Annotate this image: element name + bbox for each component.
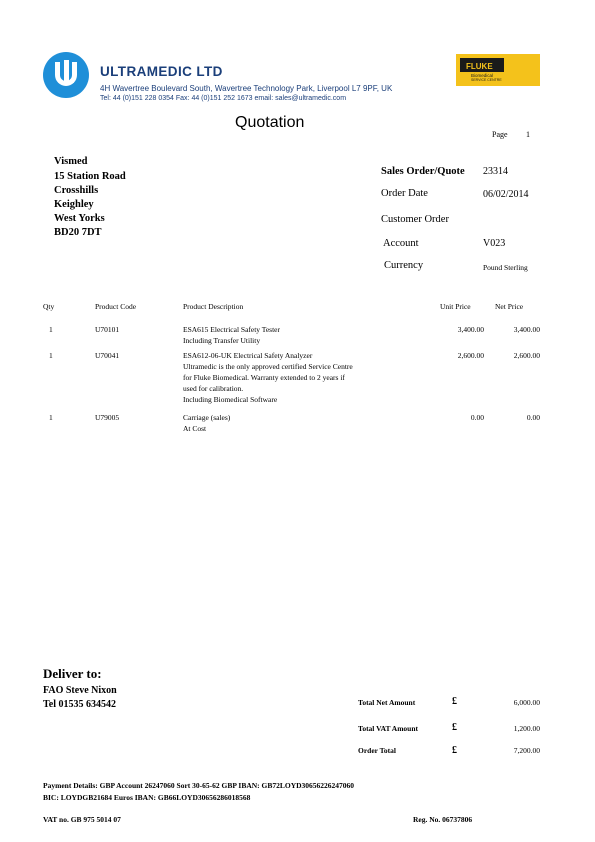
customer-line: Vismed (54, 156, 88, 167)
total-vat-label: Total VAT Amount (358, 724, 419, 733)
company-contact: Tel: 44 (0)151 228 0354 Fax: 44 (0)151 252 1673 email: sales@ultramedic.com (100, 95, 347, 102)
sales-order-label: Sales Order/Quote (381, 166, 465, 177)
currency-label: Currency (384, 260, 424, 271)
vat-number: VAT no. GB 975 5014 07 (43, 815, 121, 824)
total-net-currency: £ (452, 696, 457, 707)
col-header-unit-price: Unit Price (440, 302, 471, 311)
customer-line: Keighley (54, 199, 94, 210)
deliver-tel: Tel 01535 634542 (43, 699, 116, 710)
row-unit-price: 0.00 (470, 413, 484, 422)
payment-details-iban: BIC: LOYDGB21684 Euros IBAN: GB66LOYD30656286018568 (43, 793, 251, 802)
customer-line: 15 Station Road (54, 171, 126, 182)
customer-line: BD20 7DT (54, 227, 102, 238)
order-date-label: Order Date (381, 188, 428, 199)
row-qty: 1 (49, 351, 53, 360)
row-desc: At Cost (183, 424, 207, 433)
total-net-label: Total Net Amount (358, 698, 416, 707)
fluke-logo-mark (460, 58, 504, 72)
row-qty: 1 (49, 325, 53, 334)
total-vat-currency: £ (452, 722, 457, 733)
fluke-biomedical: Biomedical (471, 73, 494, 78)
logo-u-stem (64, 60, 69, 82)
row-qty: 1 (49, 413, 53, 422)
col-header-desc: Product Description (183, 302, 244, 311)
row-net-price: 0.00 (526, 413, 540, 422)
fluke-brand: FLUKE (466, 62, 493, 71)
company-name: ULTRAMEDIC LTD (100, 64, 223, 79)
row-desc: Including Biomedical Software (183, 395, 278, 404)
row-unit-price: 2,600.00 (457, 351, 484, 360)
company-logo (43, 52, 89, 98)
currency-value: Pound Sterling (483, 263, 528, 272)
order-date-value: 06/02/2014 (483, 189, 529, 200)
customer-order-label: Customer Order (381, 214, 449, 225)
order-total-value: 7,200.00 (513, 746, 540, 755)
account-label: Account (383, 238, 419, 249)
sales-order-value: 23314 (483, 166, 508, 177)
row-desc: ESA612-06-UK Electrical Safety Analyzer (183, 351, 313, 360)
row-code: U70041 (95, 351, 120, 360)
col-header-net-price: Net Price (495, 302, 524, 311)
page-label: Page (492, 130, 508, 139)
deliver-fao: FAO Steve Nixon (43, 685, 117, 696)
row-desc: Carriage (sales) (183, 413, 231, 422)
page-number: 1 (526, 130, 530, 139)
row-unit-price: 3,400.00 (457, 325, 484, 334)
customer-line: Crosshills (54, 185, 99, 196)
registration-number: Reg. No. 06737806 (413, 815, 473, 824)
order-total-currency: £ (452, 745, 457, 756)
row-desc: Ultramedic is the only approved certified Service Centre (183, 362, 353, 371)
row-net-price: 2,600.00 (513, 351, 540, 360)
payment-details: Payment Details: GBP Account 26247060 Sort 30-65-62 GBP IBAN: GB72LOYD30656226247060 (43, 781, 355, 790)
row-desc: used for calibration. (183, 384, 244, 393)
col-header-code: Product Code (95, 302, 137, 311)
document-title: Quotation (235, 114, 305, 131)
fluke-service-centre: SERVICE CENTRE (471, 78, 502, 82)
col-header-qty: Qty (43, 302, 55, 311)
row-desc: for Fluke Biomedical. Warranty extended to 2 years if (183, 373, 345, 382)
account-value: V023 (483, 238, 506, 249)
company-address: 4H Wavertree Boulevard South, Wavertree Technology Park, Liverpool L7 9PF, UK (100, 84, 393, 93)
order-total-label: Order Total (358, 746, 396, 755)
fluke-logo (456, 54, 540, 86)
row-code: U79005 (95, 413, 120, 422)
customer-line: West Yorks (54, 213, 105, 224)
total-vat-value: 1,200.00 (513, 724, 540, 733)
row-desc: ESA615 Electrical Safety Tester (183, 325, 281, 334)
row-net-price: 3,400.00 (513, 325, 540, 334)
total-net-value: 6,000.00 (513, 698, 540, 707)
row-code: U70101 (95, 325, 120, 334)
row-desc: Including Transfer Utility (183, 336, 261, 345)
deliver-to-heading: Deliver to: (43, 666, 102, 681)
